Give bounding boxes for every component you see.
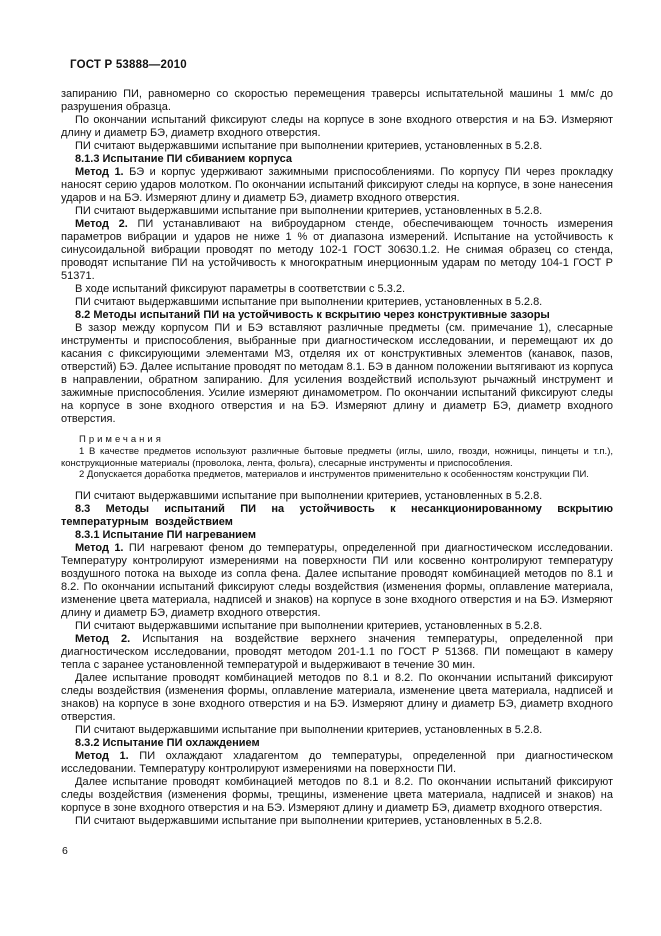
- heading-8-2: 8.2 Методы испытаний ПИ на устойчивость к вскрытию через конструктивные зазоры: [75, 309, 550, 321]
- page-body: [61, 88, 613, 828]
- heading-8-3: 8.3 Методы испытаний ПИ на устойчивость к несанкционированному вскрытию температурным воздействием: [61, 503, 613, 529]
- heading-8-1-3: 8.1.3 Испытание ПИ сбиванием корпуса: [75, 153, 293, 165]
- heading-8-3-1: 8.3.1 Испытание ПИ нагреванием: [75, 529, 256, 542]
- paragraph-text: БЭ и корпус удерживают зажимными приспособлениями. По корпусу ПИ через прокладку наносят серию ударов молотком. По окончании испытаний фиксируют следы на корпусе, в зоне нанесения ударов и на БЭ. Измеряют длину и диаметр БЭ, диаметр входного отверстия.: [61, 166, 613, 204]
- notes-title: Примечания: [79, 434, 164, 445]
- paragraph: ПИ считают выдержавшими испытание при выполнении критериев, установленных в 5.2.8.: [75, 140, 543, 152]
- page-number: 6: [62, 845, 68, 857]
- paragraph: По окончании испытаний фиксируют следы на корпусе в зоне входного отверстия и на БЭ. Измеряют длину и диаметр БЭ, диаметр входного отверстия.: [61, 114, 613, 139]
- paragraph-text: ПИ устанавливают на виброударном стенде, обеспечивающем точность измерения параметров вибрации и ударов не ниже 1 % от диапазона измерений. Испытание на устойчивость к синусоидальной вибрации проводят по методу 102-1 ГОСТ 30630.1.2. Не снимая образец со стенда, проводят испытание ПИ на устойчивость к многократным инерционным ударам по методу 104-1 ГОСТ Р 51371.: [61, 218, 613, 282]
- method-label: Метод 2.: [75, 218, 128, 230]
- paragraph: ПИ считают выдержавшими испытание при выполнении критериев, установленных в 5.2.8.: [75, 490, 543, 503]
- paragraph: В зазор между корпусом ПИ и БЭ вставляют различные предметы (см. примечание 1), слесарные инструменты и приспособления, выбранные при диагностическом исследовании, и перемещают их до касания с фиксирующими элементами МЗ, отделяя их от конструктивных элементов (канавок, пазов, отверстий) БЭ. Далее испытание проводят по методам 8.1. БЭ в данном положении вытягивают из корпуса в направлении, обратном запиранию. Для усиления воздействий используют рычажный инструмент и зажимные приспособления. Усилие измеряют динамометром. По окончании испытаний фиксируют следы на корпусе в зоне входного отверстия и на БЭ. Измеряют длину и диаметр БЭ, диаметр входного отверстия.: [61, 322, 613, 425]
- method-label: Метод 1.: [75, 166, 124, 178]
- heading-8-3-2: 8.3.2 Испытание ПИ охлаждением: [75, 737, 260, 750]
- method-label: Метод 1.: [75, 750, 129, 763]
- method-label: Метод 1.: [75, 542, 124, 555]
- paragraph: ПИ считают выдержавшими испытание при выполнении критериев, установленных в 5.2.8.: [75, 724, 543, 737]
- note-item: 1 В качестве предметов используют различные бытовые предметы (иглы, шило, гвозди, ножницы, пинцеты и т.п.), конструкционные материалы (проволока, лента, фольга), слесарные инструменты и приспособления.: [61, 445, 613, 469]
- method-paragraph: [61, 750, 613, 776]
- method-paragraph: [61, 542, 613, 620]
- paragraph: ПИ считают выдержавшими испытание при выполнении критериев, установленных в 5.2.8.: [75, 620, 543, 633]
- method-paragraph: [61, 166, 613, 205]
- paragraph: ПИ считают выдержавшими испытание при выполнении критериев, установленных в 5.2.8.: [75, 205, 543, 217]
- paragraph-text: Испытания на воздействие верхнего значения температуры, определенной при диагностическом исследовании, проводят методом 201-1.1 по ГОСТ Р 51368. ПИ помещают в камеру тепла с заранее установленной температурой и выдерживают в течение 30 мин.: [61, 633, 613, 672]
- method-paragraph: [61, 633, 613, 672]
- paragraph: Далее испытание проводят комбинацией методов по 8.1 и 8.2. По окончании испытаний фиксируют следы воздействия (изменения формы, оплавление материала, изменение цвета материала, надписей и знаков) на корпусе в зоне входного отверстия и на БЭ. Измеряют длину и диаметр БЭ, диаметр входного отверстия.: [61, 672, 613, 724]
- paragraph-text: ПИ охлаждают хладагентом до температуры, определенной при диагностическом исследовании. Температуру контролируют измерениями на поверхности ПИ.: [61, 750, 614, 776]
- notes-block: [61, 434, 613, 481]
- method-paragraph: [61, 218, 613, 283]
- method-label: Метод 2.: [75, 633, 131, 646]
- note-item: 2 Допускается доработка предметов, материалов и инструментов применительно к особенностям конструкции ПИ.: [79, 469, 589, 481]
- paragraph-text: ПИ нагревают феном до температуры, определенной при диагностическом исследовании. Температуру контролируют измерениями на поверхности ПИ или косвенно контролируют температуру воздушного потока на выходе из сопла фена. Далее испытание проводят комбинацией методов по 8.1 и 8.2. По окончании испытаний фиксируют следы воздействия (изменения формы, оплавление материала, изменение цвета материала, надписей и знаков) на корпусе в зоне входного отверстия и на БЭ. Измеряют длину и диаметр БЭ, диаметр входного отверстия.: [61, 542, 613, 620]
- paragraph: ПИ считают выдержавшими испытание при выполнении критериев, установленных в 5.2.8.: [75, 296, 543, 308]
- paragraph: Далее испытание проводят комбинацией методов по 8.1 и 8.2. По окончании испытаний фиксируют следы воздействия (изменения формы, трещины, изменение цвета материала, надписей и знаков) на корпусе в зоне входного отверстия и на БЭ. Измеряют длину и диаметр БЭ, диаметр входного отверстия.: [61, 776, 613, 815]
- paragraph: ПИ считают выдержавшими испытание при выполнении критериев, установленных в 5.2.8.: [75, 815, 543, 828]
- paragraph: В ходе испытаний фиксируют параметры в соответствии с 5.3.2.: [75, 283, 406, 295]
- standard-code-header: ГОСТ Р 53888—2010: [70, 59, 187, 71]
- para-continuation: запиранию ПИ, равномерно со скоростью перемещения траверсы испытательной машины 1 мм/с до разрушения образца.: [61, 88, 613, 113]
